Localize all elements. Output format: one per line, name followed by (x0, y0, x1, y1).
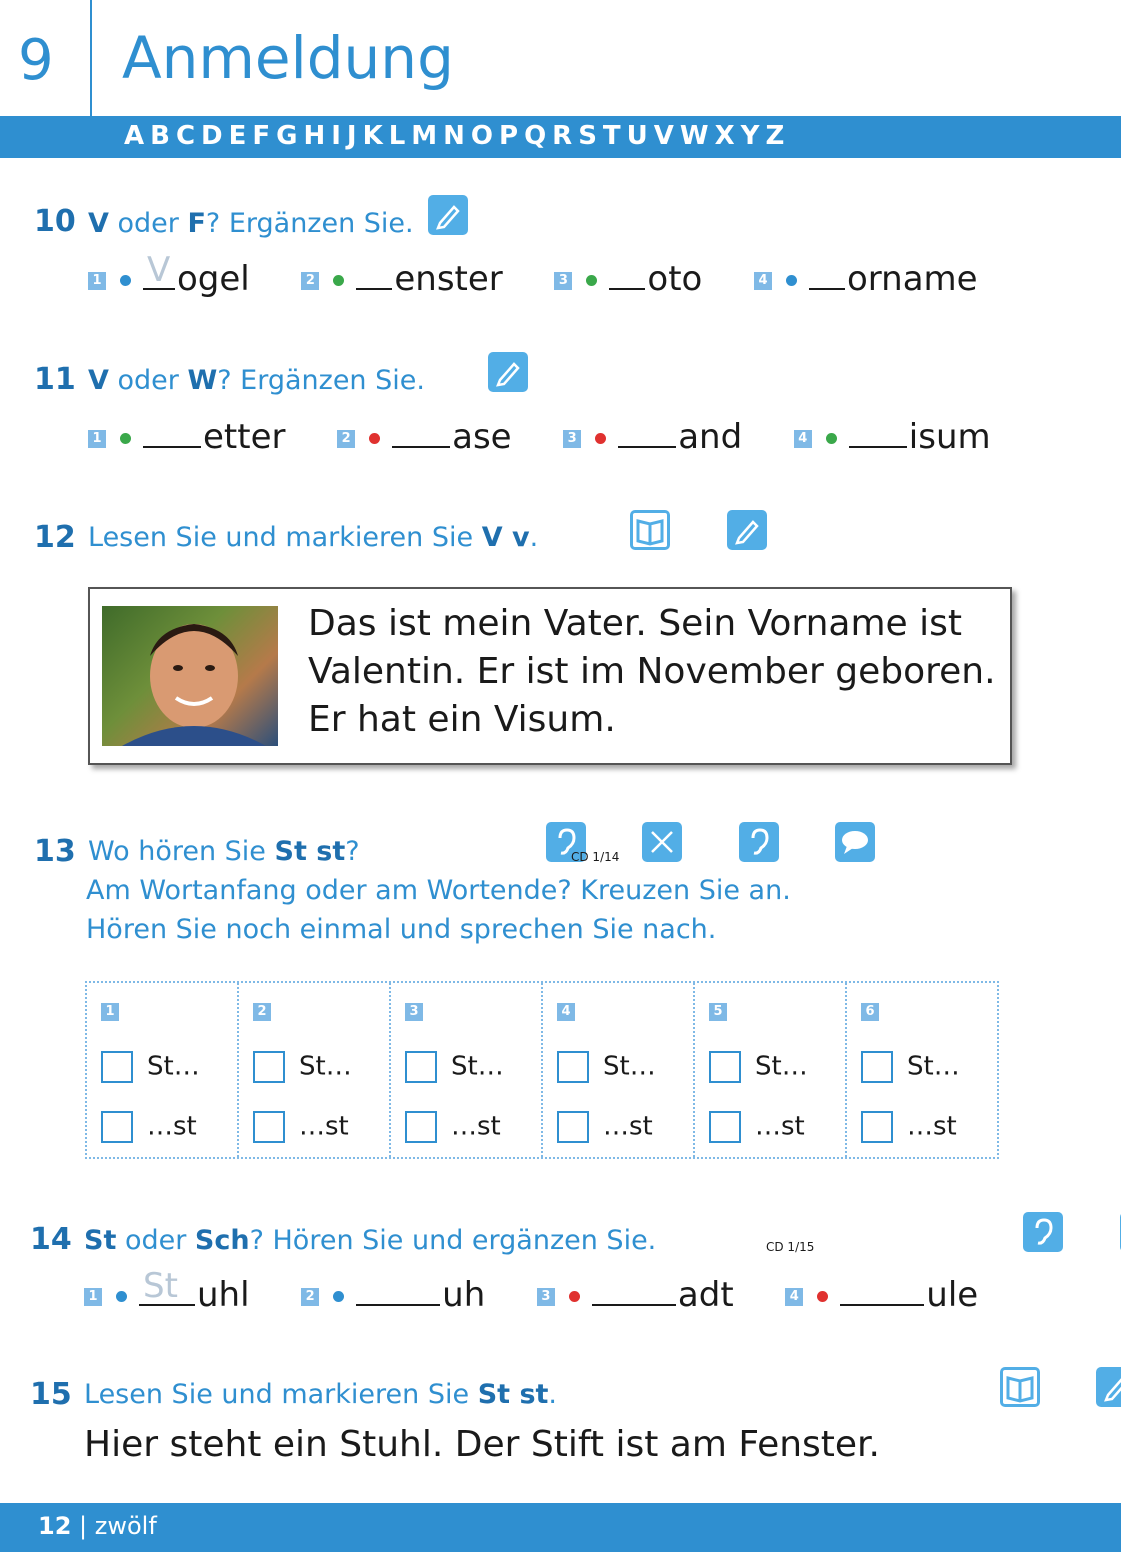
blank-field[interactable] (618, 416, 676, 448)
st-column (391, 983, 543, 1157)
speech-icon (835, 822, 875, 862)
exercise-15-number: 15 (30, 1377, 72, 1412)
ex12-instr-end: . (529, 522, 539, 553)
ex15-instr-end: . (548, 1379, 558, 1410)
option-label: …st (755, 1111, 805, 1142)
option-start (709, 1051, 808, 1083)
option-end (253, 1111, 349, 1143)
option-end (861, 1111, 957, 1143)
item-number: 2 (253, 1003, 271, 1021)
cd-track-label: CD 1/14 (571, 850, 620, 864)
st-column (543, 983, 695, 1157)
item-number: 4 (557, 1003, 575, 1021)
checkbox-end[interactable] (557, 1111, 589, 1143)
word-fragment: etter (203, 417, 286, 457)
dot-red (569, 1291, 580, 1302)
item-number: 6 (861, 1003, 879, 1021)
dot-green (826, 433, 837, 444)
item-number: 2 (301, 1288, 319, 1306)
word-fragment: isum (908, 417, 991, 457)
ex10-letter-f: F (187, 208, 206, 239)
ex10-instr-rest: ? Ergänzen Sie. (205, 208, 414, 239)
item-number: 1 (88, 430, 106, 448)
blank-field[interactable] (592, 1274, 676, 1306)
blank-field[interactable] (356, 258, 392, 290)
chapter-divider (90, 0, 92, 116)
word-fragment: adt (677, 1275, 734, 1315)
option-end (101, 1111, 197, 1143)
word-fragment: uhl (197, 1275, 250, 1315)
checkbox-start[interactable] (253, 1051, 285, 1083)
checkbox-start[interactable] (101, 1051, 133, 1083)
page-number-word: zwölf (94, 1512, 157, 1540)
blank-field[interactable] (849, 416, 907, 448)
item-number: 2 (301, 272, 319, 290)
ex13-instr-end: ? (345, 836, 360, 867)
cd-track-label: CD 1/15 (766, 1240, 815, 1254)
ex14-instr-rest: ? Hören Sie und ergänzen Sie. (249, 1225, 657, 1256)
reading-line: Das ist mein Vater. Sein Vorname ist (308, 603, 963, 644)
ex11-instr-or: oder (108, 365, 188, 396)
option-start (405, 1051, 504, 1083)
checkbox-end[interactable] (861, 1111, 893, 1143)
st-answer-table (85, 981, 999, 1159)
st-column (239, 983, 391, 1157)
alphabet-strip: ABCDEFGHIJKLMNOPQRSTUVWXYZ (124, 121, 791, 151)
dot-red (595, 433, 606, 444)
ex14-letters-sch: Sch (194, 1225, 250, 1256)
option-label: St… (299, 1051, 352, 1082)
dot-green (586, 275, 597, 286)
exercise-14-items (84, 1266, 979, 1315)
st-column (695, 983, 847, 1157)
page-title: Anmeldung (122, 24, 454, 92)
exercise-13-line2: Am Wortanfang oder am Wortende? Kreuzen Sie an. (86, 875, 791, 906)
checkbox-end[interactable] (405, 1111, 437, 1143)
ex15-letters: St st (477, 1379, 549, 1410)
ex12-instr-text: Lesen Sie und markieren Sie (88, 522, 482, 553)
word-fragment: ogel (177, 259, 250, 299)
ex11-letter-w: W (187, 365, 218, 396)
checkbox-end[interactable] (253, 1111, 285, 1143)
pencil-icon (727, 510, 767, 550)
reading-text (308, 600, 1008, 744)
exercise-14-number: 14 (30, 1222, 72, 1257)
dot-blue (116, 1291, 127, 1302)
ex13-instr-text: Wo hören Sie (88, 836, 275, 867)
exercise-15-instruction (84, 1379, 557, 1410)
option-start (253, 1051, 352, 1083)
word-fragment: ase (452, 417, 512, 457)
ex15-instr-text: Lesen Sie und markieren Sie (84, 1379, 478, 1410)
ear-icon (739, 822, 779, 862)
option-start (557, 1051, 656, 1083)
checkbox-end[interactable] (709, 1111, 741, 1143)
option-label: St… (603, 1051, 656, 1082)
word-fragment: orname (846, 259, 978, 299)
blank-field[interactable] (356, 1274, 440, 1306)
pencil-icon (488, 352, 528, 392)
option-label: …st (907, 1111, 957, 1142)
option-start (861, 1051, 960, 1083)
word-fragment: enster (394, 259, 503, 299)
exercise-10-instruction (88, 208, 414, 239)
ear-icon (1023, 1212, 1063, 1252)
ex10-letter-v: V (88, 208, 109, 239)
checkbox-start[interactable] (861, 1051, 893, 1083)
word-fragment: uh (442, 1275, 486, 1315)
item-number: 2 (337, 430, 355, 448)
item-number: 4 (785, 1288, 803, 1306)
option-label: St… (451, 1051, 504, 1082)
hint-letters: St (143, 1266, 178, 1306)
checkbox-start[interactable] (405, 1051, 437, 1083)
dot-blue (333, 1291, 344, 1302)
chapter-number: 9 (18, 28, 54, 93)
option-label: …st (147, 1111, 197, 1142)
exercise-14-instruction (84, 1225, 656, 1256)
dot-blue (120, 275, 131, 286)
option-label: St… (907, 1051, 960, 1082)
pencil-icon (428, 195, 468, 235)
item-number: 4 (754, 272, 772, 290)
item-number: 1 (101, 1003, 119, 1021)
option-end (557, 1111, 653, 1143)
book-icon (630, 510, 670, 550)
checkbox-end[interactable] (101, 1111, 133, 1143)
ex14-letters-st: St (84, 1225, 117, 1256)
exercise-11-instruction (88, 365, 425, 396)
option-end (709, 1111, 805, 1143)
option-label: …st (451, 1111, 501, 1142)
footer-bar (0, 1503, 1121, 1552)
exercise-13-instruction (88, 836, 360, 867)
option-label: St… (755, 1051, 808, 1082)
item-number: 4 (794, 430, 812, 448)
item-number: 1 (88, 272, 106, 290)
blank-field[interactable] (809, 258, 845, 290)
dot-blue (786, 275, 797, 286)
blank-field[interactable] (143, 416, 201, 448)
exercise-11-number: 11 (34, 362, 76, 397)
exercise-11-items (88, 416, 991, 457)
item-number: 1 (84, 1288, 102, 1306)
ex13-letters: St st (274, 836, 346, 867)
option-label: …st (299, 1111, 349, 1142)
blank-field[interactable] (139, 1266, 195, 1306)
item-number: 3 (537, 1288, 555, 1306)
st-column (847, 983, 997, 1157)
item-number: 3 (554, 272, 572, 290)
dot-red (817, 1291, 828, 1302)
hint-letter: V (147, 250, 171, 290)
exercise-12-instruction (88, 522, 538, 553)
option-start (101, 1051, 200, 1083)
blank-field[interactable] (609, 258, 645, 290)
father-photo (102, 606, 278, 746)
exercise-12-number: 12 (34, 520, 76, 555)
word-fragment: ule (926, 1275, 979, 1315)
blank-field[interactable] (143, 250, 175, 290)
ex12-letters: V v (481, 522, 530, 553)
option-end (405, 1111, 501, 1143)
checkbox-start[interactable] (557, 1051, 589, 1083)
option-label: St… (147, 1051, 200, 1082)
ex10-instr-or: oder (108, 208, 188, 239)
blank-field[interactable] (840, 1274, 924, 1306)
exercise-15-sentence: Hier steht ein Stuhl. Der Stift ist am Fenster. (84, 1424, 880, 1465)
dot-green (120, 433, 131, 444)
word-fragment: oto (647, 259, 703, 299)
page-number: 12 (38, 1512, 72, 1540)
book-icon (1000, 1367, 1040, 1407)
exercise-13-number: 13 (34, 834, 76, 869)
word-fragment: and (678, 417, 743, 457)
cross-icon (642, 822, 682, 862)
st-column (87, 983, 239, 1157)
exercise-10-items (88, 250, 978, 299)
reading-line: Valentin. Er ist im November geboren. (308, 651, 996, 692)
item-number: 3 (405, 1003, 423, 1021)
blank-field[interactable] (392, 416, 450, 448)
exercise-13-line3: Hören Sie noch einmal und sprechen Sie nach. (86, 914, 717, 945)
page-footer: 12 | zwölf (38, 1512, 157, 1540)
ex11-instr-rest: ? Ergänzen Sie. (217, 365, 425, 396)
option-label: …st (603, 1111, 653, 1142)
item-number: 3 (563, 430, 581, 448)
dot-green (333, 275, 344, 286)
exercise-10-number: 10 (34, 204, 76, 239)
item-number: 5 (709, 1003, 727, 1021)
checkbox-start[interactable] (709, 1051, 741, 1083)
reading-line: Er hat ein Visum. (308, 699, 616, 740)
ex14-instr-or: oder (116, 1225, 195, 1256)
dot-red (369, 433, 380, 444)
pencil-icon (1096, 1367, 1121, 1407)
ex11-letter-v: V (88, 365, 109, 396)
